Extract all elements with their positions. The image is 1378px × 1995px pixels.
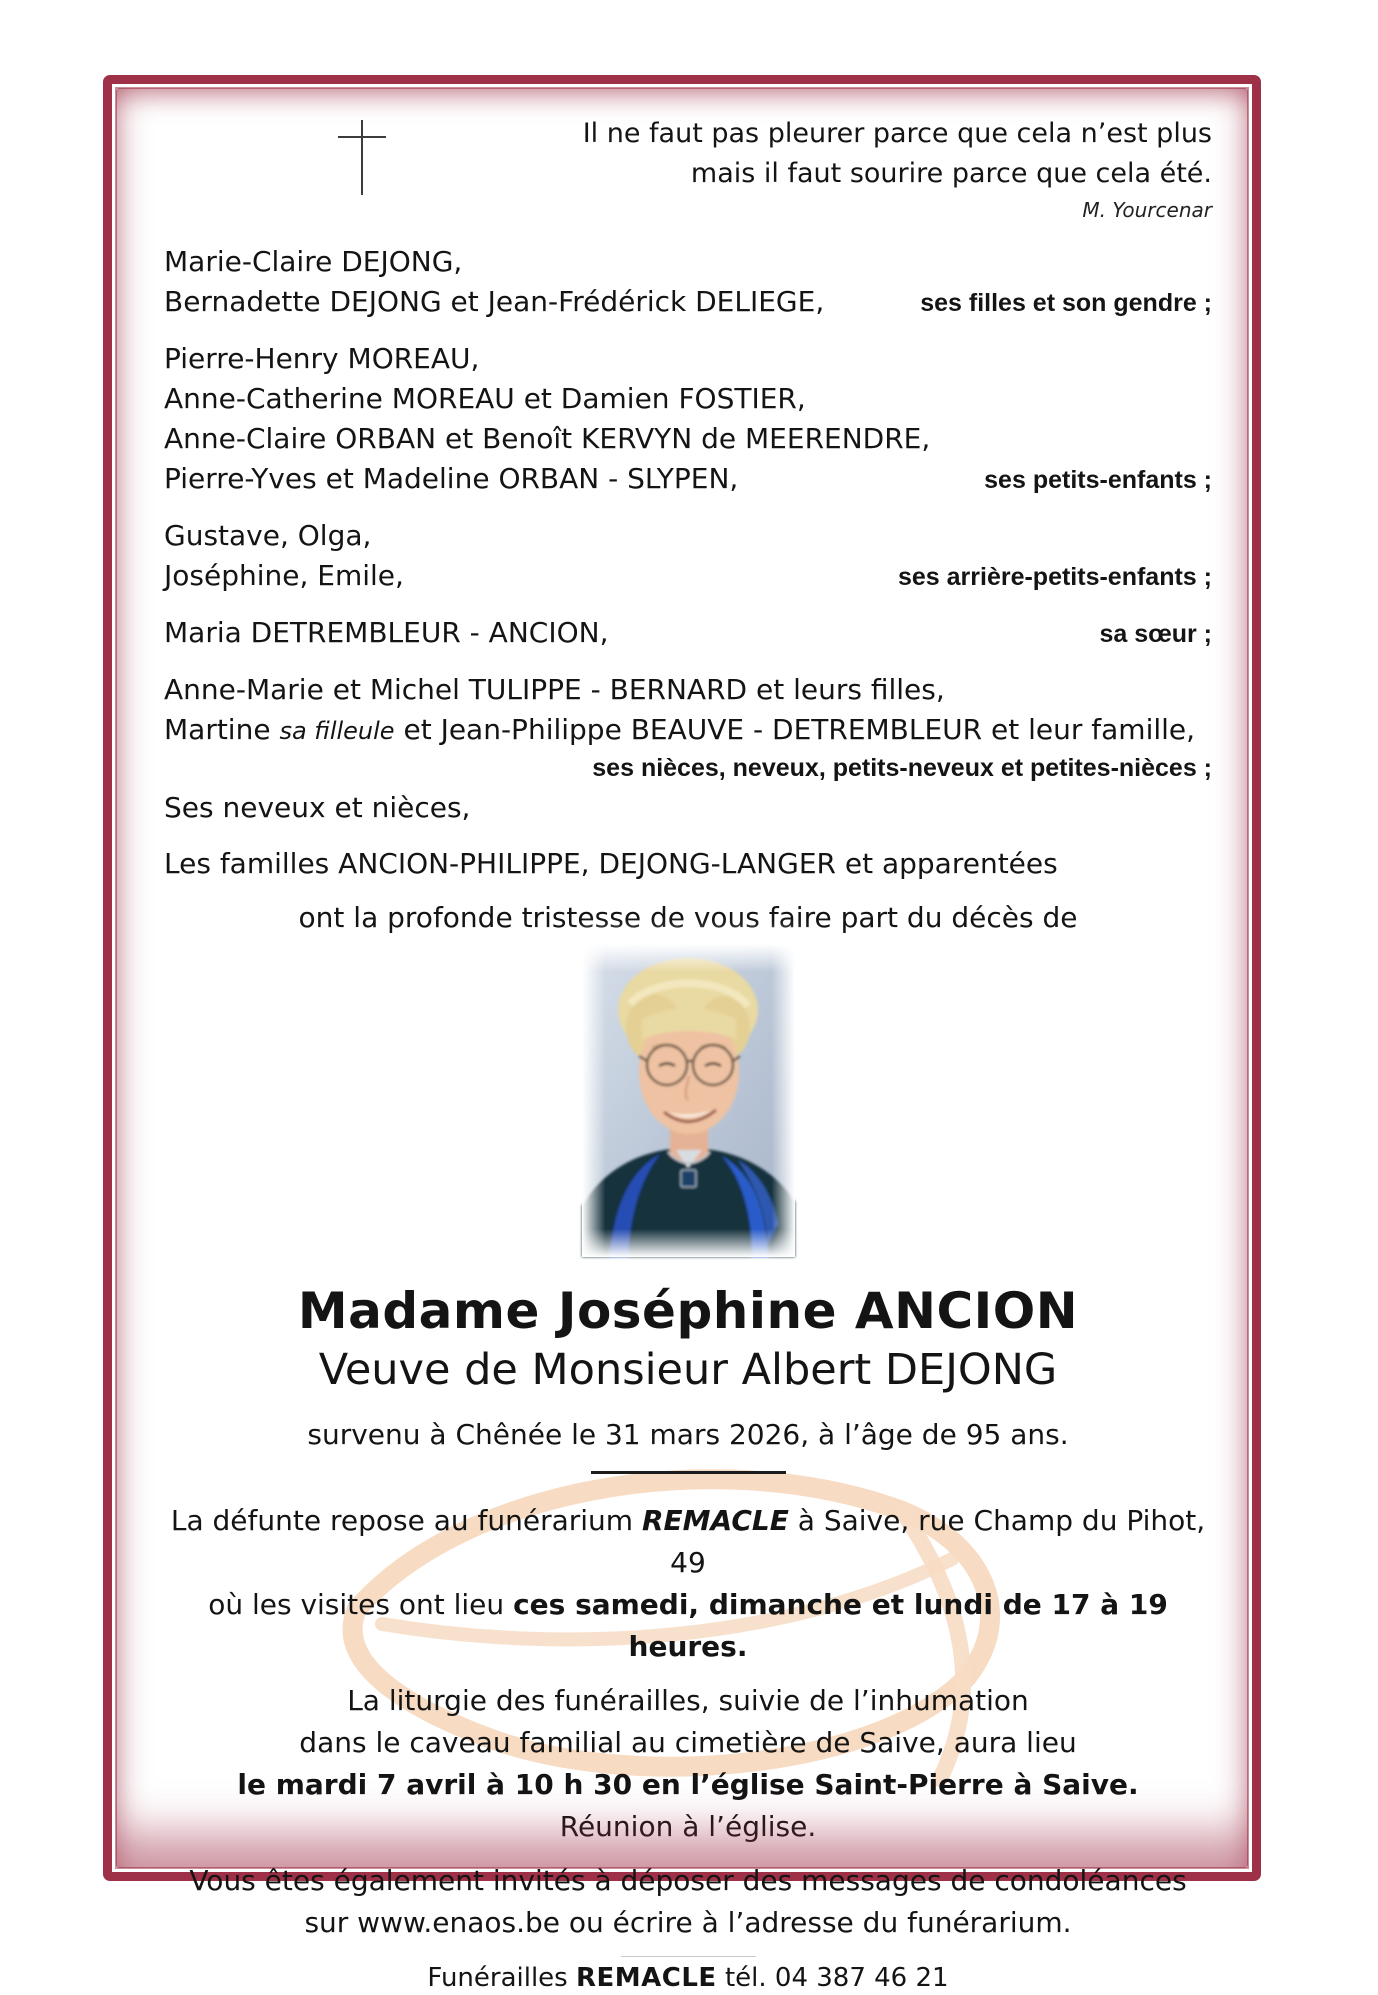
card-content [112, 84, 1252, 1993]
relation-label: ses petits-enfants ; [984, 466, 1212, 494]
repose-text: La défunte repose au funérarium [170, 1504, 642, 1537]
family-line: Pierre-Henry MOREAU, [164, 342, 480, 375]
footer-separator-line [621, 1956, 756, 1957]
family-line: Gustave, Olga, [164, 519, 372, 552]
quote-line-1: Il ne faut pas pleurer parce que cela n’est plus [582, 118, 1212, 149]
relation-label: ses filles et son gendre ; [920, 289, 1212, 317]
family-line: Anne-Claire ORBAN et Benoît KERVYN de MEERENDRE, [164, 422, 931, 455]
footer-brand: REMACLE [576, 1963, 717, 1993]
family-group-sister [164, 613, 1212, 654]
family-group-great-grandchildren [164, 516, 1212, 597]
family-line-martine [164, 710, 1212, 751]
decorative-frame [103, 75, 1261, 1993]
quote-line-2: mais il faut sourire parce que cela été. [690, 158, 1212, 189]
family-line-with-relation [164, 459, 1212, 500]
footer-phone: tél. 04 387 46 21 [716, 1963, 949, 1993]
footer-line [164, 1961, 1212, 1995]
repose-address: à Saive, rue Champ du Pihot, 49 [670, 1504, 1206, 1579]
relation-label: ses arrière-petits-enfants ; [897, 563, 1212, 591]
deceased-widow-line: Veuve de Monsieur Albert DEJONG [318, 1345, 1058, 1395]
footer-funeral-home: Funérailles [427, 1963, 576, 1993]
family-line: Anne-Marie et Michel TULIPPE - BERNARD et leurs filles, [164, 673, 945, 706]
family-names: Bernadette DEJONG et Jean-Frédérick DELIEGE, [164, 285, 825, 318]
family-names: Joséphine, Emile, [164, 559, 404, 592]
family-line-with-relation [164, 556, 1212, 597]
nephews-line: Ses neveux et nièces, [164, 791, 471, 824]
relation-row [164, 751, 1212, 788]
goddaughter-note: sa filleule [279, 717, 395, 745]
family-line: Anne-Catherine MOREAU et Damien FOSTIER, [164, 382, 806, 415]
repose-line [164, 1500, 1212, 1584]
quote-attribution: M. Yourcenar [1082, 198, 1212, 222]
family-names: Pierre-Yves et Madeline ORBAN - SLYPEN, [164, 462, 739, 495]
photo-edge-fade [582, 944, 795, 1257]
funeral-home-name: REMACLE [641, 1504, 789, 1537]
liturgy-line-2: dans le caveau familial au cimetière de Saive, aura lieu [299, 1726, 1077, 1759]
family-group-nieces-nephews [164, 670, 1212, 828]
family-group-grandchildren [164, 339, 1212, 500]
family-line-with-relation [164, 282, 1212, 323]
relation-label: ses nièces, neveux, petits-neveux et petites-nièces ; [592, 754, 1212, 782]
family-names: et Jean-Philippe BEAUVE - DETREMBLEUR et leur famille, [394, 713, 1196, 746]
relation-label: sa sœur ; [1099, 620, 1212, 648]
separator-line [591, 1471, 786, 1474]
death-details: survenu à Chênée le 31 mars 2026, à l’âge de 95 ans. [307, 1418, 1069, 1451]
ceremony-datetime: le mardi 7 avril à 10 h 30 en l’église Saint-Pierre à Saive. [237, 1768, 1139, 1801]
family-line-with-relation [164, 613, 1212, 654]
visits-text: où les visites ont lieu [208, 1588, 514, 1621]
families-line: Les familles ANCION-PHILIPPE, DEJONG-LANGER et apparentées [164, 847, 1058, 880]
family-names: Maria DETREMBLEUR - ANCION, [164, 616, 609, 649]
family-group-daughters [164, 242, 1212, 323]
visits-schedule: ces samedi, dimanche et lundi de 17 à 19 heures. [513, 1588, 1168, 1663]
liturgy-line-1: La liturgie des funérailles, suivie de l’inhumation [347, 1684, 1029, 1717]
condolences-line-2: sur www.enaos.be ou écrire à l’adresse du funérarium. [304, 1906, 1072, 1939]
reunion-line: Réunion à l’église. [559, 1810, 817, 1843]
visits-line [164, 1584, 1212, 1668]
family-names: Martine [164, 713, 280, 746]
opening-quote [164, 114, 1212, 226]
condolences-line-1: Vous êtes également invités à déposer des messages de condoléances [189, 1864, 1187, 1897]
announcement-line: ont la profonde tristesse de vous faire part du décès de [298, 901, 1078, 934]
deceased-name: Madame Joséphine ANCION [297, 1282, 1079, 1340]
family-line: Marie-Claire DEJONG, [164, 245, 463, 278]
portrait-photo [582, 944, 795, 1257]
